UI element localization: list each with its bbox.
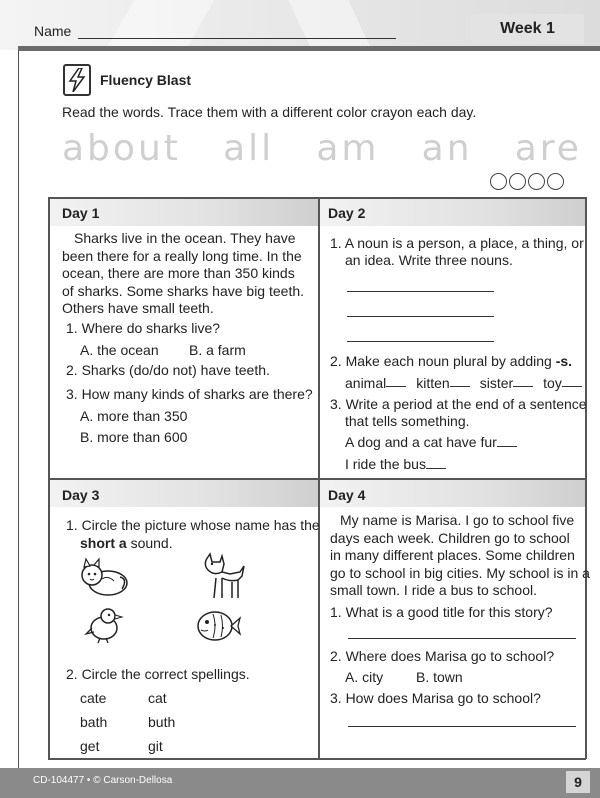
cat-picture[interactable] [78,557,130,597]
day4-question-2: 2. Where does Marisa go to school? [330,648,555,664]
trace-word: am [316,128,380,169]
spelling-option[interactable]: cat [148,690,167,706]
name-label: Name [34,23,72,39]
footer-copyright: CD-104477 • © Carson-Dellosa [33,775,173,786]
day2-question-1: 1. A noun is a person, a place, a thing, or [330,235,584,251]
day4-question-3: 3. How does Marisa go to school? [330,690,541,706]
dog-picture[interactable] [200,552,246,602]
plural-blank[interactable] [450,375,470,387]
day2-question-3-cont: that tells something. [345,413,470,429]
trace-words [62,128,582,169]
noun-answer-line[interactable] [347,291,494,292]
grid-line [48,478,586,480]
grid-line [48,197,586,199]
tracker-circle[interactable] [547,173,564,190]
day4-q2-choice-b[interactable]: B. town [416,669,463,685]
passage-line: ocean, there are more than 350 kinds [62,265,295,281]
passage-line: days each week. Children go to school [330,529,570,546]
day1-question-1: 1. Where do sharks live? [66,320,221,336]
lightning-bolt-icon [63,64,91,96]
name-field[interactable] [78,38,396,39]
short-a-text: short a [80,535,127,551]
tracker-circle[interactable] [490,173,507,190]
day2-sentence-1 [345,434,517,451]
tracker-circle[interactable] [528,173,545,190]
day1-question-2[interactable]: 2. Sharks (do/do not) have teeth. [66,362,270,378]
day1-label: Day 1 [62,205,100,221]
spelling-option[interactable]: get [80,738,100,754]
passage-line: My name is Marisa. I go to school five [340,512,575,528]
spelling-option[interactable]: cate [80,690,107,706]
plural-blank[interactable] [562,375,582,387]
passage-line: Others have small teeth. [62,300,214,316]
tracker-circle[interactable] [509,173,526,190]
page-frame-left [18,50,19,768]
trace-word: an [421,128,473,169]
day2-q2-text: 2. Make each noun plural by adding [330,353,556,369]
trace-word: are [514,128,582,169]
plural-blank[interactable] [386,375,406,387]
fish-picture[interactable] [195,606,241,646]
day3-label: Day 3 [62,487,100,503]
period-blank[interactable] [426,457,446,469]
sentence-text: A dog and a cat have fur [345,434,497,450]
passage-line: in many different places. Some children [330,547,575,563]
week-label: Week 1 [471,14,584,44]
day3-question-1: 1. Circle the picture whose name has the [66,517,320,533]
day1-q1-choice-a[interactable]: A. the ocean [80,342,159,358]
day4-label: Day 4 [328,487,366,503]
day4-passage [330,512,590,600]
plural-word: sister [479,375,514,391]
grid-line [48,758,586,760]
grid-line [318,197,320,759]
day1-question-3: 3. How many kinds of sharks are there? [66,386,313,402]
day2-question-3: 3. Write a period at the end of a sentence [330,396,587,412]
plural-word: kitten [416,375,450,391]
day1-q1-choice-b[interactable]: B. a farm [189,342,246,358]
period-blank[interactable] [497,435,517,447]
trace-word: about [62,128,181,169]
header-facet [106,0,215,50]
plural-word: toy [543,375,562,391]
day1-q3-choice-b[interactable]: B. more than 600 [80,429,188,445]
header-rule [18,46,600,51]
day1-q3-choice-a[interactable]: A. more than 350 [80,408,188,424]
fluency-instructions: Read the words. Trace them with a different color crayon each day. [62,104,477,120]
plural-word: animal [345,375,387,391]
noun-answer-line[interactable] [347,316,494,317]
passage-line: of sharks. Some sharks have big teeth. [62,282,305,299]
day3-question-1-cont [80,535,173,552]
day-tracker-circles [490,173,564,190]
day2-label: Day 2 [328,205,366,221]
passage-line: been there for a really long time. In the [62,247,302,264]
day2-question-2 [330,353,572,370]
spelling-option[interactable]: bath [80,714,108,730]
how-answer-line[interactable] [348,726,576,727]
day2-sentence-2 [345,456,446,473]
sentence-text: I ride the bus [345,456,426,472]
fluency-title: Fluency Blast [100,72,192,88]
trace-word: all [223,128,275,169]
plural-words [345,375,582,392]
day3-q1-rest: sound. [126,535,173,551]
spelling-option[interactable]: git [148,738,163,754]
passage-line: Sharks live in the ocean. They have [74,230,296,246]
title-answer-line[interactable] [348,638,576,639]
plural-blank[interactable] [513,375,533,387]
passage-line: small town. I ride a bus to school. [330,582,537,598]
page-number: 9 [566,771,590,793]
header-facet [288,0,371,50]
day3-question-2: 2. Circle the correct spellings. [66,666,250,682]
spelling-option[interactable]: buth [148,714,176,730]
day2-q2-suffix: -s. [555,353,573,369]
day2-question-1-cont: an idea. Write three nouns. [345,252,513,268]
grid-line [48,197,50,759]
passage-line: go to school in big cities. My school is in a [330,564,590,581]
day1-passage [62,230,304,318]
day4-question-1: 1. What is a good title for this story? [330,604,553,620]
noun-answer-line[interactable] [347,341,494,342]
day4-q2-choice-a[interactable]: A. city [345,669,384,685]
grid-line [585,197,587,759]
bird-picture[interactable] [84,606,126,644]
